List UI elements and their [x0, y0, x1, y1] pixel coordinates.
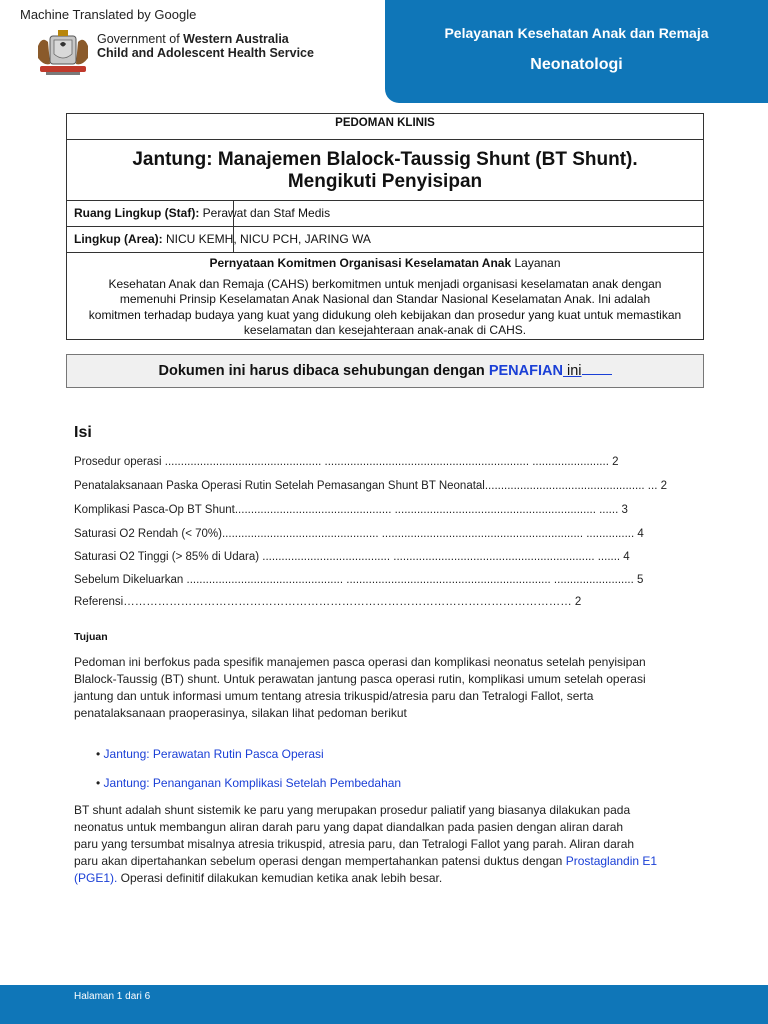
guideline-link-complications[interactable]: • Jantung: Penanganan Komplikasi Setelah Pembedahan	[96, 776, 402, 790]
organization-name: Government of Western Australia Child and Adolescent Health Service	[97, 32, 314, 60]
document-title: Jantung: Manajemen Blalock-Taussig Shunt (BT Shunt). Mengikuti Penyisipan	[67, 140, 703, 201]
toc-item[interactable]: Sebelum Dikeluarkan ................................................. ................................................................ ......................... 5	[74, 574, 644, 586]
contents-heading: Isi	[74, 424, 92, 441]
purpose-paragraph: Pedoman ini berfokus pada spesifik manajemen pasca operasi dan komplikasi neonatus setelah penyisipan Blalock-Taussig (BT) shunt. Untuk perawatan jantung pasca operasi rutin, komplikasi umum setelah operasi jantung dan untuk informasi umum tentang atresia trikuspid/atresia paru dan Tetralogi Fallot, serta penatalaksanaan praoperasinya, silakan lihat pedoman berikut	[74, 655, 646, 720]
guideline-link-routine-care[interactable]: • Jantung: Perawatan Rutin Pasca Operasi	[96, 747, 324, 761]
scope-staff-row: Ruang Lingkup (Staf): Perawat dan Staf Medis	[67, 201, 703, 227]
prostaglandin-link[interactable]: Prostaglandin E1	[565, 854, 658, 868]
toc-item[interactable]: Saturasi O2 Tinggi (> 85% di Udara) ........................................ ............................................................... ....... 4	[74, 551, 630, 563]
disclaimer-link[interactable]: PENAFIAN	[488, 363, 563, 379]
header-banner	[385, 0, 768, 103]
bt-shunt-paragraph: BT shunt adalah shunt sistemik ke paru yang merupakan prosedur paliatif yang biasanya dilakukan pada neonatus untuk membangun aliran darah paru yang dapat diandalkan pada pasien dengan aliran darah paru yang tersumbat misalnya atresia trikuspid, atresia paru, dan Tetralogi Fallot yang parah. Aliran darah paru akan dipertahankan sebelum operasi dengan mempertahankan patensi duktus dengan Prostaglandin E1 (PGE1). Operasi definitif dilakukan kemudian ketika anak lebih besar.	[74, 803, 658, 885]
scope-area-row: Lingkup (Area): NICU KEMH, NICU PCH, JARING WA	[67, 227, 703, 253]
commitment-statement: Pernyataan Komitmen Organisasi Keselamatan Anak Layanan Kesehatan Anak dan Remaja (CAHS) berkomitmen untuk menjadi organisasi keselamatan anak dengan memenuhi Prinsip Keselamatan Anak Nasional dan Standar Nasional Keselamatan Anak. Ini adalah komitmen terhadap budaya yang kuat yang didukung oleh kebijakan dan prosedur yang kuat untuk memastikan keselamatan dan kesejahteraan anak-anak di CAHS.	[88, 256, 682, 337]
coat-of-arms-icon	[34, 30, 92, 76]
toc-item[interactable]: Referensi……………………………………………………………………………………………………… 2	[74, 596, 582, 608]
guideline-header-table	[66, 113, 704, 340]
banner-subtitle: Pelayanan Kesehatan Anak dan Remaja	[444, 25, 709, 41]
guideline-type-label: PEDOMAN KLINIS	[67, 114, 703, 140]
page-number: Halaman 1 dari 6	[74, 991, 151, 1002]
toc-item[interactable]: Prosedur operasi ................................................. ................................................................ ........................ 2	[74, 456, 619, 468]
banner-title: Neonatologi	[530, 56, 623, 73]
toc-item[interactable]: Penatalaksanaan Paska Operasi Rutin Setelah Pemasangan Shunt BT Neonatal.................................................. ... 2	[74, 480, 667, 492]
machine-translated-label: Machine Translated by Google	[20, 7, 197, 22]
purpose-heading: Tujuan	[74, 631, 108, 643]
page-footer	[0, 985, 768, 1024]
pge1-link[interactable]: (PGE1).	[74, 871, 118, 885]
toc-item[interactable]: Saturasi O2 Rendah (< 70%)................................................. ............................................................... ............... 4	[74, 528, 644, 540]
toc-item[interactable]: Komplikasi Pasca-Op BT Shunt................................................. ............................................................... ...... 3	[74, 504, 628, 516]
disclaimer-box: Dokumen ini harus dibaca sehubungan dengan PENAFIAN ini	[66, 354, 704, 388]
